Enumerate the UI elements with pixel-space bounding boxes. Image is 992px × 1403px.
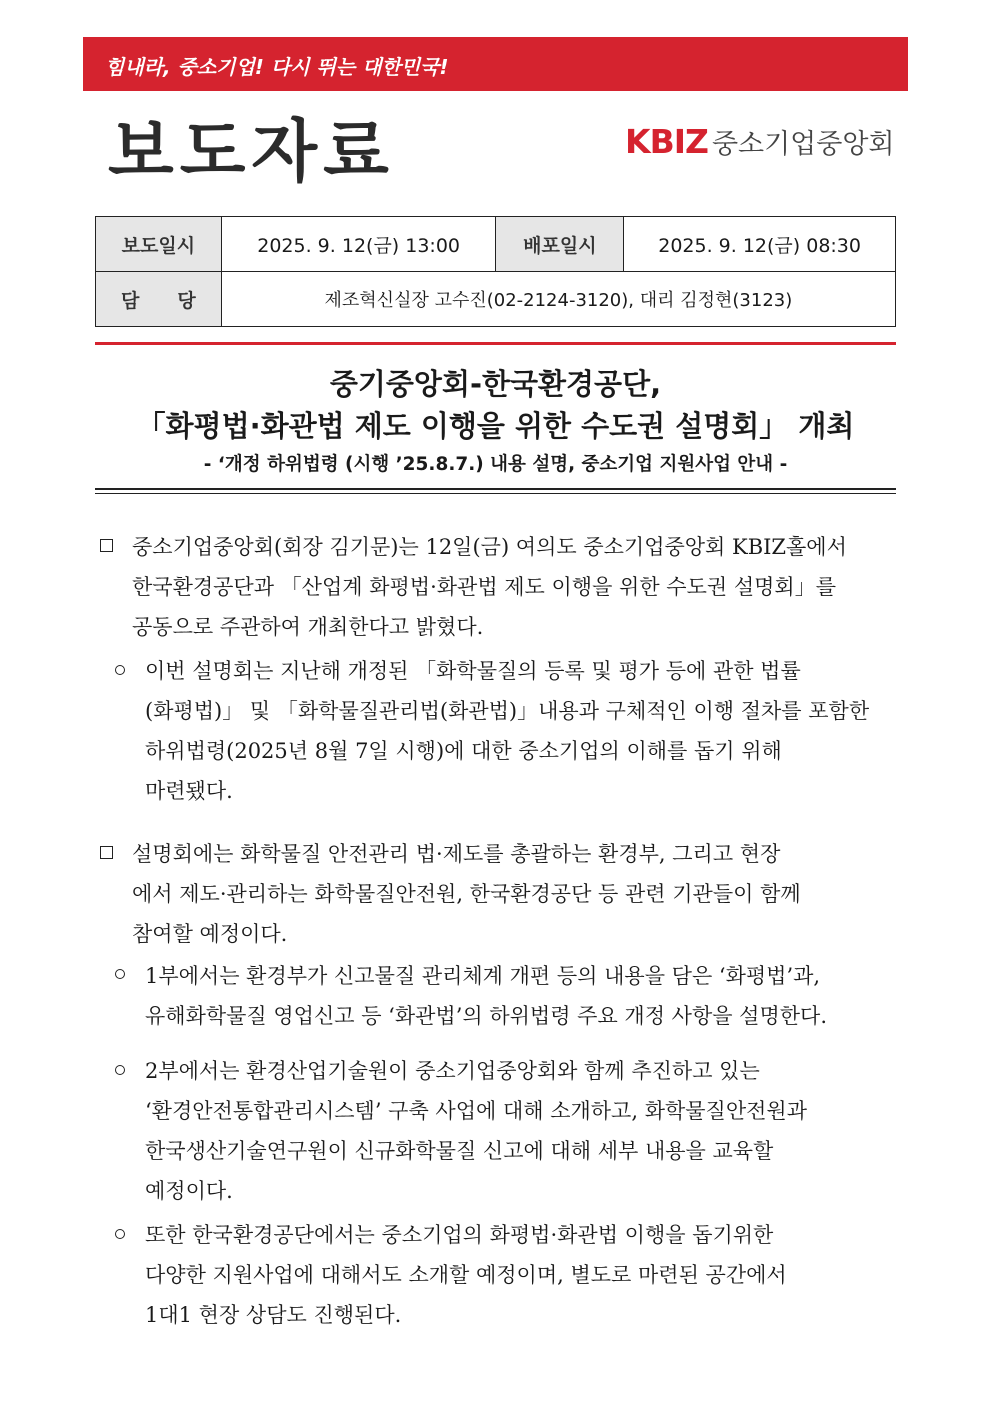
kbiz-logo [625, 122, 895, 161]
paragraph-line: ‘환경안전통합관리시스템’ 구축 사업에 대해 소개하고, 화학물질안전원과 [145, 1099, 807, 1123]
paragraph-line: 참여할 예정이다. [132, 922, 288, 946]
distribution-value: 2025. 9. 12(금) 08:30 [624, 217, 896, 272]
contact-value: 제조혁신실장 고수진(02-2124-3120), 대리 김정현(3123) [221, 272, 895, 327]
divider-double-top [95, 488, 896, 490]
paragraph-line: 2부에서는 환경산업기술원이 중소기업중앙회와 함께 추진하고 있는 [145, 1059, 760, 1083]
banner-slogan: 힘내라, 중소기업! 다시 뛰는 대한민국! [105, 55, 449, 79]
paragraph-line: 또한 한국환경공단에서는 중소기업의 화평법·화관법 이행을 돕기위한 [145, 1223, 774, 1247]
paragraph-1a [145, 651, 898, 811]
paragraph-2b [145, 1051, 898, 1211]
paragraph-2 [132, 834, 898, 954]
distribution-label: 배포일시 [496, 217, 624, 272]
paragraph-line: 한국생산기술연구원이 신규화학물질 신고에 대해 세부 내용을 교육할 [145, 1139, 774, 1163]
paragraph-2a [145, 956, 898, 1036]
square-bullet-icon [100, 539, 113, 552]
contact-label: 담 당 [96, 272, 222, 327]
paragraph-line: 1대1 현장 상담도 진행된다. [145, 1303, 402, 1327]
headline-line2: 「화평법·화관법 제도 이행을 위한 수도권 설명회」 개최 [136, 409, 855, 443]
paragraph-line: 설명회에는 화학물질 안전관리 법·제도를 총괄하는 환경부, 그리고 현장 [132, 842, 781, 866]
paragraph-line: 예정이다. [145, 1179, 233, 1203]
paragraph-2c [145, 1215, 898, 1335]
paragraph-line: 중소기업중앙회(회장 김기문)는 12일(금) 여의도 중소기업중앙회 KBIZ홀에서 [132, 535, 847, 559]
paragraph-line: 에서 제도·관리하는 화학물질안전원, 한국환경공단 등 관련 기관들이 함께 [132, 882, 801, 906]
top-banner [83, 37, 908, 91]
circle-bullet-icon [115, 1065, 125, 1075]
paragraph-line: 한국환경공단과 「산업계 화평법·화관법 제도 이행을 위한 수도권 설명회」를 [132, 575, 836, 599]
headline-line1: 중기중앙회-한국환경공단, [329, 367, 662, 401]
paragraph-line: 공동으로 주관하여 개최한다고 밝혔다. [132, 615, 484, 639]
paragraph-line: 마련됐다. [145, 779, 233, 803]
doc-type-title: 보도자료 [108, 113, 395, 192]
logo-mark: KBIZ [625, 122, 708, 161]
paragraph-line: 1부에서는 환경부가 신고물질 관리체계 개편 등의 내용을 담은 ‘화평법’과, [145, 964, 821, 988]
release-value: 2025. 9. 12(금) 13:00 [221, 217, 496, 272]
circle-bullet-icon [115, 665, 125, 675]
paragraph-line: 다양한 지원사업에 대해서도 소개할 예정이며, 별도로 마련된 공간에서 [145, 1263, 787, 1287]
paragraph-line: 유해화학물질 영업신고 등 ‘화관법’의 하위법령 주요 개정 사항을 설명한다. [145, 1004, 828, 1028]
logo-name: 중소기업중앙회 [711, 129, 895, 160]
release-label: 보도일시 [96, 217, 222, 272]
paragraph-line: 하위법령(2025년 8월 7일 시행)에 대한 중소기업의 이해를 돕기 위해 [145, 739, 782, 763]
paragraph-line: 이번 설명회는 지난해 개정된 「화학물질의 등록 및 평가 등에 관한 법률 [145, 659, 801, 683]
divider-double-bottom [95, 493, 896, 494]
square-bullet-icon [100, 846, 113, 859]
subheadline: - ‘개정 하위법령 (시행 ’25.8.7.) 내용 설명, 중소기업 지원사업 안내 - [203, 454, 788, 475]
paragraph-1-cont [132, 567, 898, 647]
circle-bullet-icon [115, 1229, 125, 1239]
release-info-table [95, 216, 896, 327]
paragraph-1 [132, 527, 898, 567]
divider-red [95, 342, 896, 345]
circle-bullet-icon [115, 969, 125, 979]
paragraph-line: (화평법)」 및 「화학물질관리법(화관법)」내용과 구체적인 이행 절차를 포함한 [145, 699, 870, 723]
